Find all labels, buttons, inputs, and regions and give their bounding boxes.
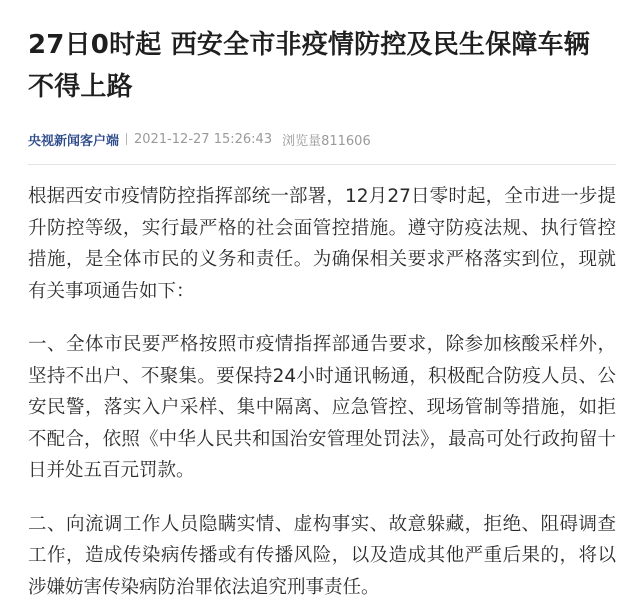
view-count: 浏览量811606 xyxy=(282,133,371,149)
article-title: 27日0时起 西安全市非疫情防控及民生保障车辆不得上路 xyxy=(28,30,590,102)
paragraph-item-2: 二、向流调工作人员隐瞒实情、虚构事实、故意躲藏，拒绝、阻碍调查工作，造成传染病传播或有传播风险，以及造成其他严重后果的，将以涉嫌妨害传染病防治罪依法追究刑事责任。 xyxy=(28,513,616,598)
article-meta xyxy=(28,128,616,150)
publish-time: 2021-12-27 15:26:43 xyxy=(134,131,273,147)
meta-divider xyxy=(28,164,616,165)
source-name[interactable]: 央视新闻客户端 xyxy=(28,133,120,149)
paragraph-item-1: 一、全体市民要严格按照市疫情指挥部通告要求，除参加核酸采样外，坚持不出户、不聚集。要保持24小时通讯畅通，积极配合防疫人员、公安民警，落实入户采样、集中隔离、应急管控、现场管制等措施，如拒不配合，依照《中华人民共和国治安管理处罚法》，最高可处行政拘留十日并处五百元罚款。 xyxy=(28,334,616,481)
paragraph-intro: 根据西安市疫情防控指挥部统一部署，12月27日零时起，全市进一步提升防控等级，实行最严格的社会面管控措施。遵守防疫法规、执行管控措施，是全体市民的义务和责任。为确保相关要求严格落实到位，现就有关事项通告如下： xyxy=(28,186,616,302)
article-body xyxy=(28,181,616,600)
meta-separator xyxy=(126,133,127,145)
